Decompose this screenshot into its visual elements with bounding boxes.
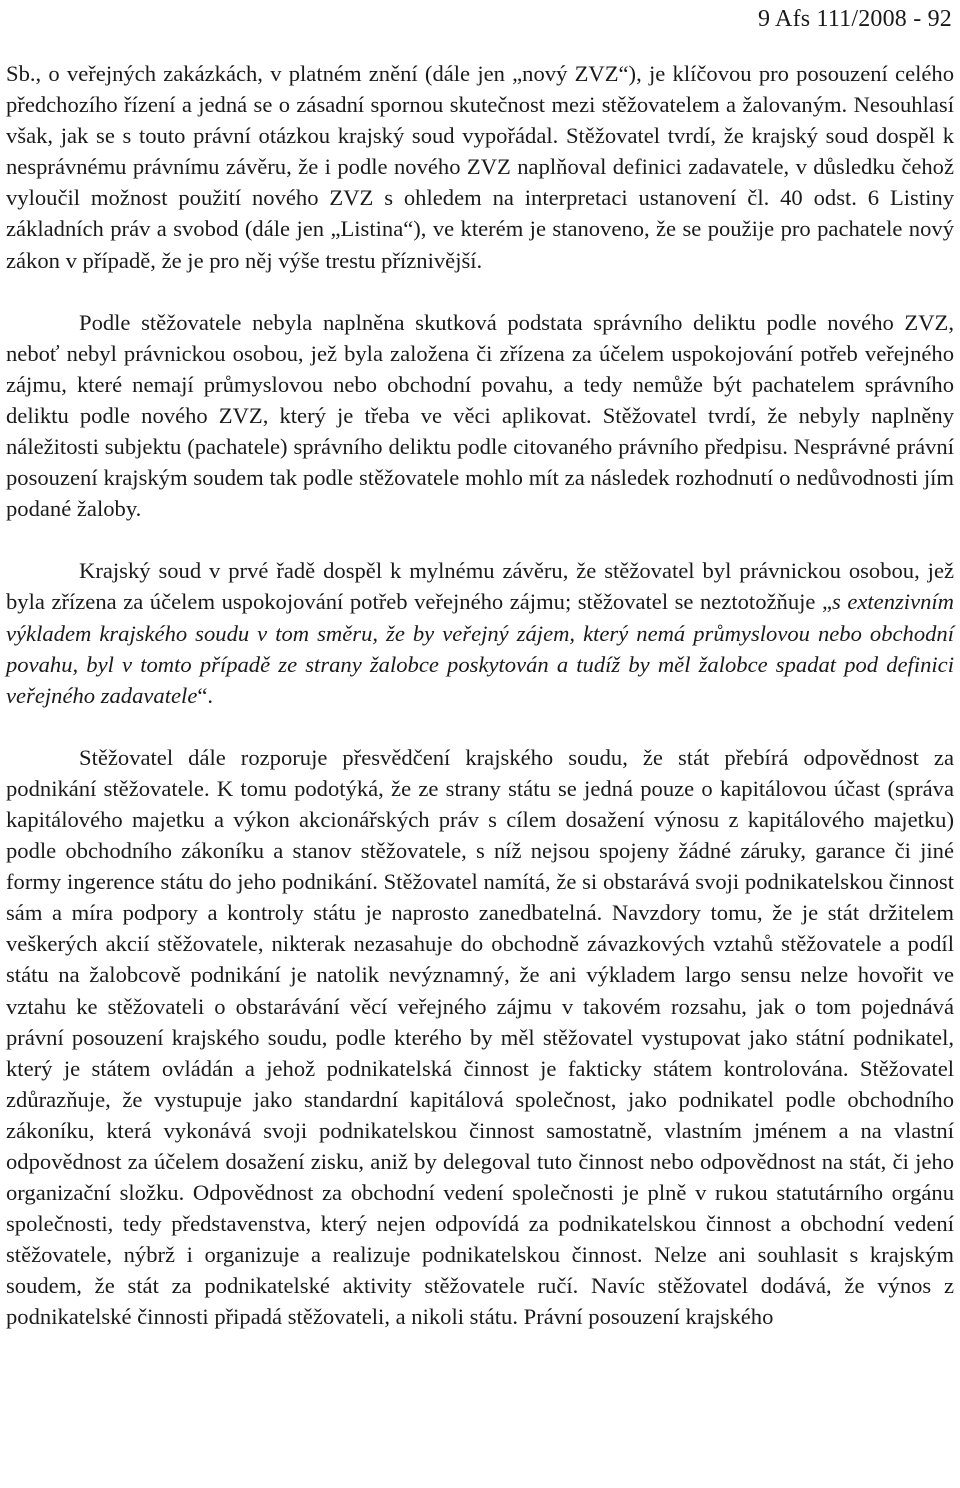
paragraph-3-text-before: Krajský soud v prvé řadě dospěl k mylnému závěru, že stěžovatel byl právnickou osobou, jež byla zřízena za účelem uspokojování potřeb veřejného zájmu; stěžovatel se neztotožňuje „ bbox=[6, 558, 954, 615]
document-body bbox=[6, 58, 954, 1333]
paragraph-2: Podle stěžovatele nebyla naplněna skutková podstata správního deliktu podle nového ZVZ, neboť nebyl právnickou osobou, jež byla založena či zřízena za účelem uspokojování potřeb veřejného zájmu, které nemají průmyslovou nebo obchodní povahu, a tedy nemůže být pachatelem správního deliktu podle nového ZVZ, který je třeba ve věci aplikovat. Stěžovatel tvrdí, že nebyly naplněny náležitosti subjektu (pachatele) správního deliktu podle citovaného právního předpisu. Nesprávné právní posouzení krajským soudem tak podle stěžovatele mohlo mít za následek rozhodnutí o nedůvodnosti jím podané žaloby. bbox=[6, 309, 954, 522]
paragraph-gap bbox=[6, 276, 954, 307]
case-number-header: 9 Afs 111/2008 - 92 bbox=[757, 6, 952, 32]
paragraph-3-quoted-italic: s extenzivním výkladem krajského soudu v tom směru, že by veřejný zájem, který nemá průmyslovou nebo obchodní povahu, byl v tomto případě ze strany žalobce poskytován a tudíž by měl žalobce spadat pod definici veřejného zadavatele bbox=[6, 589, 954, 708]
paragraph-1: Sb., o veřejných zakázkách, v platném znění (dále jen „nový ZVZ“), je klíčovou pro posouzení celého předchozího řízení a jedná se o zásadní spornou skutečnost mezi stěžovatelem a žalovaným. Nesouhlasí však, jak se s touto právní otázkou krajský soud vypořádal. Stěžovatel tvrdí, že krajský soud dospěl k nesprávnému právnímu závěru, že i podle nového ZVZ naplňoval definici zadavatele, v důsledku čehož vyloučil možnost použití nového ZVZ s ohledem na interpretaci ustanovení čl. 40 odst. 6 Listiny základních práv a svobod (dále jen „Listina“), ve kterém je stanoveno, že se použije pro pachatele nový zákon v případě, že je pro něj výše trestu příznivější. bbox=[6, 61, 954, 273]
paragraph-3-text-after: “. bbox=[197, 682, 214, 708]
paragraph-4: Stěžovatel dále rozporuje přesvědčení krajského soudu, že stát přebírá odpovědnost za podnikání stěžovatele. K tomu podotýká, že ze strany státu se jedná pouze o kapitálovou účast (správa kapitálového majetku a výkon akcionářských práv s cílem dosažení výnosu z kapitálového majetku) podle obchodního zákoníku a stanov stěžovatele, s níž nejsou spojeny žádné záruky, garance či jiné formy ingerence státu do jeho podnikání. Stěžovatel namítá, že si obstarává svoji podnikatelskou činnost sám a míra podpory a kontroly státu je naprosto zanedbatelná. Navzdory tomu, že je stát držitelem veškerých akcií stěžovatele, nikterak nezasahuje do obchodně závazkových vztahů stěžovatele a podíl státu na žalobcově podnikání je natolik nevýznamný, že ani výkladem largo sensu nelze hovořit ve vztahu ke stěžovateli o obstarávání věcí veřejného zájmu v takovém rozsahu, jak o tom pojednává právní posouzení krajského soudu, podle kterého by měl stěžovatel vystupovat jako státní podnikatel, který je státem ovládán a jehož podnikatelská činnost je fakticky státem kontrolována. Stěžovatel zdůrazňuje, že vystupuje jako standardní kapitálová společnost, jako podnikatel podle obchodního zákoníku, která vykonává svoji podnikatelskou činnost samostatně, vlastním jménem a na vlastní odpovědnost za účelem dosažení zisku, aniž by delegoval tuto činnost nebo odpovědnost na stát, či jeho organizační složku. Odpovědnost za obchodní vedení společnosti je plně v rukou statutárního orgánu společnosti, tedy představenstva, který nejen odpovídá za podnikatelskou činnost a obchodní vedení stěžovatele, nýbrž i organizuje a realizuje podnikatelskou činnost. Nelze ani souhlasit s krajským soudem, že stát za podnikatelské aktivity stěžovatele ručí. Navíc stěžovatel dodává, že výnos z podnikatelské činnosti připadá stěžovateli, a nikoli státu. Právní posouzení krajského bbox=[6, 744, 954, 1330]
paragraph-3 bbox=[6, 555, 954, 710]
paragraph-gap bbox=[6, 524, 954, 555]
paragraph-gap bbox=[6, 711, 954, 742]
